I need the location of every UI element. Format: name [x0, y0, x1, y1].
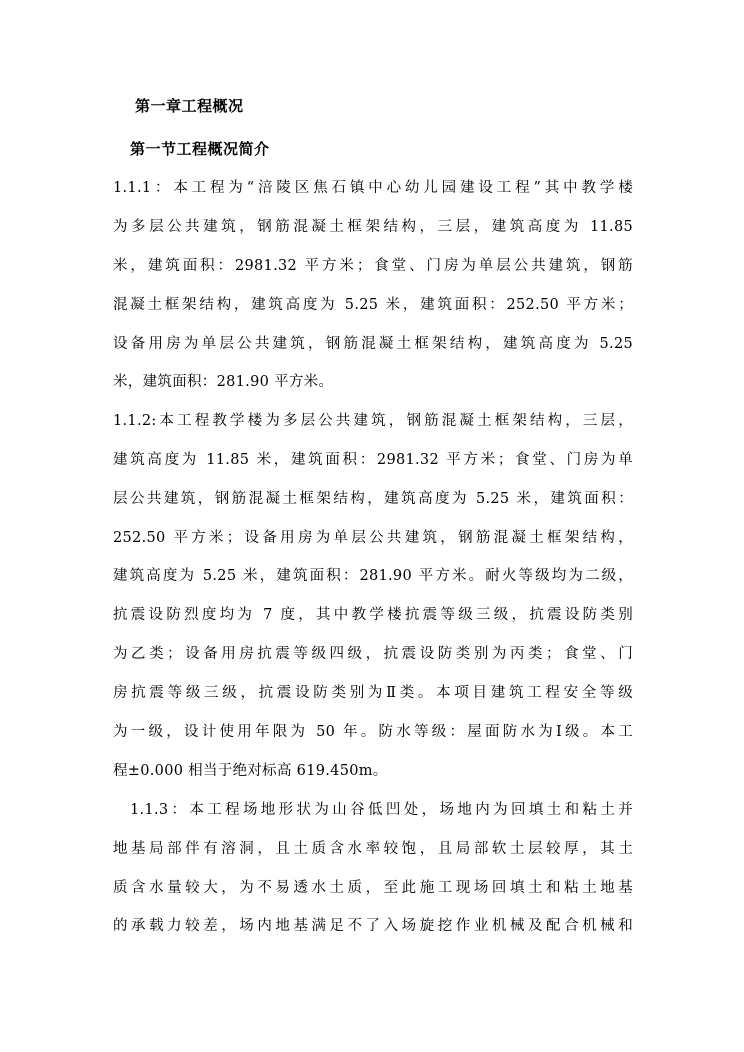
paragraph-line: 质含水量较大，为不易透水土质，至此施工现场回填土和粘土地基	[113, 880, 633, 896]
section-title: 第一节工程概况简介	[130, 140, 270, 158]
paragraph-line: 1.1.3：本工程场地形状为山谷低凹处，场地内为回填土和粘土并	[130, 802, 633, 818]
paragraph-line: 的承载力较差，场内地基满足不了入场旋挖作业机械及配合机械和	[113, 918, 633, 934]
paragraph-line: 建筑高度为 5.25 米，建筑面积：281.90 平方米。耐火等级均为二级，	[113, 568, 633, 584]
paragraph-line: 为乙类；设备用房抗震等级四级，抗震设防类别为丙类；食堂、门	[113, 646, 633, 662]
paragraph-line: 米，建筑面积：2981.32 平方米；食堂、门房为单层公共建筑，钢筋	[113, 258, 633, 274]
paragraph-line: 为一级，设计使用年限为 50 年。防水等级：屋面防水为Ⅰ级。本工	[113, 724, 633, 740]
paragraph-line: 设备用房为单层公共建筑，钢筋混凝土框架结构，建筑高度为 5.25	[113, 336, 633, 352]
paragraph-line: 为多层公共建筑，钢筋混凝土框架结构，三层，建筑高度为 11.85	[113, 219, 633, 235]
paragraph-line: 建筑高度为 11.85 米，建筑面积：2981.32 平方米；食堂、门房为单	[113, 452, 633, 468]
chapter-title: 第一章工程概况	[135, 97, 244, 115]
paragraph-line: 地基局部伴有溶洞，且土质含水率较饱，且局部软土层较厚，其土	[113, 841, 633, 857]
paragraph-line: 252.50 平方米；设备用房为单层公共建筑，钢筋混凝土框架结构，	[113, 530, 633, 546]
paragraph-line: 抗震设防烈度均为 7 度，其中教学楼抗震等级三级，抗震设防类别	[113, 607, 633, 623]
paragraph-line: 混凝土框架结构，建筑高度为 5.25 米，建筑面积：252.50 平方米；	[113, 297, 633, 313]
paragraph-line: 房抗震等级三级，抗震设防类别为Ⅱ类。本项目建筑工程安全等级	[113, 685, 633, 701]
paragraph-line: 层公共建筑，钢筋混凝土框架结构，建筑高度为 5.25 米，建筑面积：	[113, 491, 633, 507]
paragraph-line: 米，建筑面积：281.90 平方米。	[113, 374, 334, 390]
paragraph-line: 1.1.1：本工程为“涪陵区焦石镇中心幼儿园建设工程”其中教学楼	[113, 180, 633, 196]
paragraph-line: 1.1.2:本工程教学楼为多层公共建筑，钢筋混凝土框架结构，三层，	[113, 413, 633, 429]
paragraph-line: 程±0.000 相当于绝对标高 619.450m。	[113, 763, 388, 779]
